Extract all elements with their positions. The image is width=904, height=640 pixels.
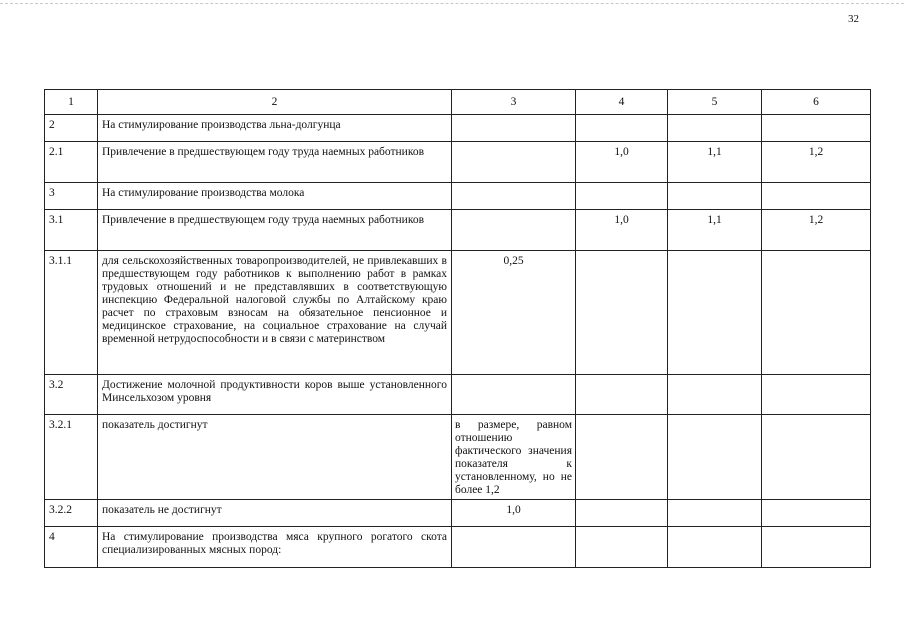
- cell-col3: 1,0: [452, 500, 576, 527]
- table-header-row: [45, 90, 871, 115]
- header-cell-6: 6: [762, 90, 871, 115]
- row-description: Достижение молочной продуктивности коров выше установленного Минсельхозом уровня: [98, 375, 452, 415]
- row-description: На стимулирование производства льна-долгунца: [98, 115, 452, 142]
- row-description: Привлечение в предшествующем году труда наемных работников: [98, 210, 452, 251]
- row-description: показатель не достигнут: [98, 500, 452, 527]
- row-number: 4: [45, 527, 98, 568]
- cell-col5: [668, 115, 762, 142]
- row-description: На стимулирование производства молока: [98, 183, 452, 210]
- cell-col3: [452, 210, 576, 251]
- cell-col4: [576, 500, 668, 527]
- table-row: [45, 183, 871, 210]
- cell-col6: [762, 183, 871, 210]
- row-number: 3.2: [45, 375, 98, 415]
- header-cell-1: 1: [45, 90, 98, 115]
- cell-col5: 1,1: [668, 210, 762, 251]
- page-number: 32: [848, 13, 859, 25]
- table-row: [45, 115, 871, 142]
- cell-col4: [576, 183, 668, 210]
- cell-col6: [762, 415, 871, 500]
- cell-col4: 1,0: [576, 142, 668, 183]
- header-cell-3: 3: [452, 90, 576, 115]
- cell-col6: [762, 500, 871, 527]
- cell-col4: [576, 375, 668, 415]
- table-row: [45, 251, 871, 375]
- cell-col6: [762, 115, 871, 142]
- row-number: 3.1.1: [45, 251, 98, 375]
- cell-col3: [452, 115, 576, 142]
- cell-col6: 1,2: [762, 142, 871, 183]
- cell-col3: [452, 142, 576, 183]
- cell-col5: [668, 183, 762, 210]
- cell-col5: [668, 375, 762, 415]
- subsidy-coefficients-table: [44, 89, 871, 568]
- cell-col3: [452, 527, 576, 568]
- row-number: 3.2.1: [45, 415, 98, 500]
- row-number: 3.1: [45, 210, 98, 251]
- cell-col3: в размере, равном отношению фактического значения показателя к установленному, но не более 1,2: [452, 415, 576, 500]
- row-description: Привлечение в предшествующем году труда наемных работников: [98, 142, 452, 183]
- cell-col6: [762, 527, 871, 568]
- cell-col4: 1,0: [576, 210, 668, 251]
- top-scan-rule: [0, 3, 904, 4]
- table-row: [45, 527, 871, 568]
- header-cell-2: 2: [98, 90, 452, 115]
- row-number: 2: [45, 115, 98, 142]
- cell-col6: [762, 251, 871, 375]
- cell-col4: [576, 415, 668, 500]
- row-number: 3: [45, 183, 98, 210]
- cell-col4: [576, 115, 668, 142]
- row-description: На стимулирование производства мяса крупного рогатого скота специализированных мясных пород:: [98, 527, 452, 568]
- cell-col5: [668, 415, 762, 500]
- row-number: 2.1: [45, 142, 98, 183]
- header-cell-4: 4: [576, 90, 668, 115]
- cell-col3: [452, 375, 576, 415]
- table-row: [45, 210, 871, 251]
- cell-col5: 1,1: [668, 142, 762, 183]
- cell-col6: 1,2: [762, 210, 871, 251]
- cell-col6: [762, 375, 871, 415]
- cell-col5: [668, 251, 762, 375]
- row-description: для сельскохозяйственных товаропроизводителей, не привлекавших в предшествующем году работников к выполнению работ в рамках трудовых отношений и не представлявших в соответствующую инспекцию Федеральной налоговой службы по Алтайскому краю расчет по страховым взносам на обязательное пенсионное и медицинское страхование, на социальное страхование на случай временной нетрудоспособности и в связи с материнством: [98, 251, 452, 375]
- row-description: показатель достигнут: [98, 415, 452, 500]
- header-cell-5: 5: [668, 90, 762, 115]
- cell-col5: [668, 500, 762, 527]
- cell-col4: [576, 251, 668, 375]
- row-number: 3.2.2: [45, 500, 98, 527]
- table-row: [45, 142, 871, 183]
- cell-col5: [668, 527, 762, 568]
- cell-col3: 0,25: [452, 251, 576, 375]
- cell-col3: [452, 183, 576, 210]
- table-row: [45, 415, 871, 500]
- table-row: [45, 375, 871, 415]
- cell-col4: [576, 527, 668, 568]
- table-row: [45, 500, 871, 527]
